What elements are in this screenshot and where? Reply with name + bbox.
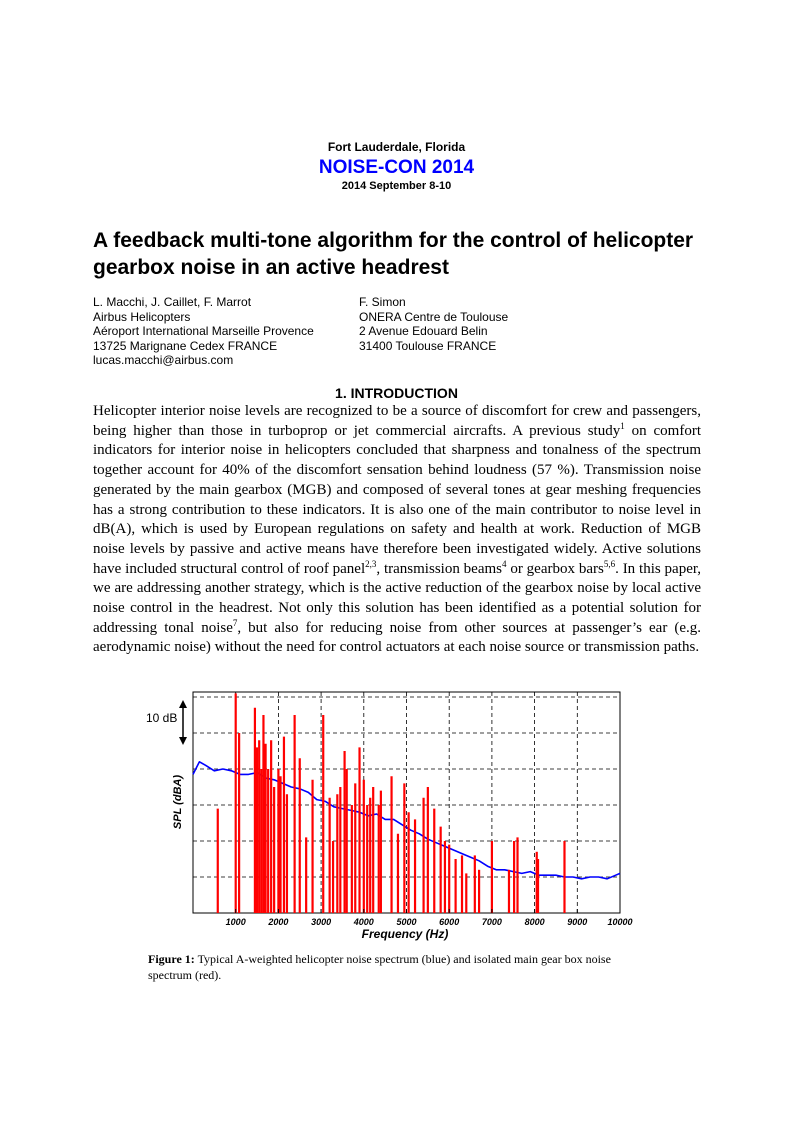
x-tick-label: 4000 (353, 917, 374, 927)
caption-label: Figure 1: (148, 952, 195, 966)
author-address-line: 31400 Toulouse FRANCE (359, 338, 497, 353)
author-names: L. Macchi, J. Caillet, F. Marrot (93, 295, 252, 309)
author-address-line: Aéroport International Marseille Provence (93, 324, 314, 338)
introduction-paragraph (93, 402, 701, 658)
author-block-left (93, 295, 353, 368)
author-block-right (359, 295, 619, 353)
citation-superscript: 1 (620, 420, 625, 431)
author-address-line: 13725 Marignane Cedex FRANCE (93, 338, 278, 353)
author-names: F. Simon (359, 295, 406, 309)
conference-name: NOISE-CON 2014 (318, 157, 475, 178)
citation-superscript: 7 (232, 617, 238, 628)
citation-superscript: 2,3 (365, 558, 377, 569)
citation-superscript: 5,6 (603, 558, 616, 569)
author-organization: ONERA Centre de Toulouse (359, 309, 509, 324)
x-tick-label: 6000 (439, 917, 460, 927)
scale-bar-label: 10 dB (146, 711, 178, 725)
conference-dates: 2014 September 8-10 (341, 180, 452, 192)
author-address-line: 2 Avenue Edouard Belin (359, 324, 488, 338)
scale-bar-arrow-down (179, 737, 187, 745)
paper-title: A feedback multi-tone algorithm for the control of helicopter gearbox noise in an active headrest (93, 229, 694, 279)
paragraph-text: . In this paper, we are addressing another strategy, which is the active reduction of the gearbox noise by local active noise control in the headrest. Not only this solution has been identified as a potential solution for addressing tonal noise (93, 560, 702, 636)
y-axis-label: SPL (dBA) (172, 774, 184, 830)
x-tick-label: 9000 (567, 917, 588, 927)
figure-caption (148, 952, 640, 983)
section-heading: 1. INTRODUCTION (335, 385, 458, 401)
x-axis-label: Frequency (Hz) (361, 927, 449, 941)
x-tick-label: 3000 (311, 917, 332, 927)
conference-location: Fort Lauderdale, Florida (327, 140, 466, 154)
paragraph-text: or gearbox bars (506, 560, 604, 577)
x-tick-label: 1000 (225, 917, 246, 927)
author-email: lucas.macchi@airbus.com (93, 353, 234, 367)
x-tick-label: 2000 (268, 917, 289, 927)
paragraph-text: Helicopter interior noise levels are recognized to be a source of discomfort for crew and passengers, being higher than those in turboprop or jet commercial aircrafts. A previous study (93, 403, 701, 439)
spl-frequency-chart (140, 686, 640, 942)
scale-bar (146, 700, 187, 745)
paragraph-text: , but also for reducing noise from other sources at passenger’s ear (e.g. aerodynamic noise) without the need for control actuators at each noise source or transmission paths. (93, 619, 702, 656)
citation-superscript: 4 (502, 558, 507, 569)
x-tick-label: 5000 (396, 917, 417, 927)
x-tick-label: 8000 (524, 917, 545, 927)
caption-text: Typical A-weighted helicopter noise spectrum (blue) and isolated main gear box noise spectrum (red). (148, 952, 611, 982)
x-tick-label: 7000 (481, 917, 502, 927)
scale-bar-arrow-up (179, 700, 187, 708)
paragraph-text: , transmission beams (376, 560, 502, 577)
author-organization: Airbus Helicopters (93, 309, 191, 324)
x-tick-label: 10000 (607, 917, 633, 927)
paragraph-text: on comfort indicators for interior noise in helicopters concluded that sharpness and tonalness of the spectrum together account for 40% of the discomfort sensation behind loudness (57 %). Transmission noise generated by the main gearbox (MGB) and composed of several tones at gear meshing frequencies has a strong contribution to these indicators. It is also one of the main contributor to noise level in dB(A), which is used by European regulations on safety and health at work. Reduction of MGB noise levels by passive and active means have therefore been investigated widely. Active solutions have included structural control of roof panel (93, 422, 701, 577)
